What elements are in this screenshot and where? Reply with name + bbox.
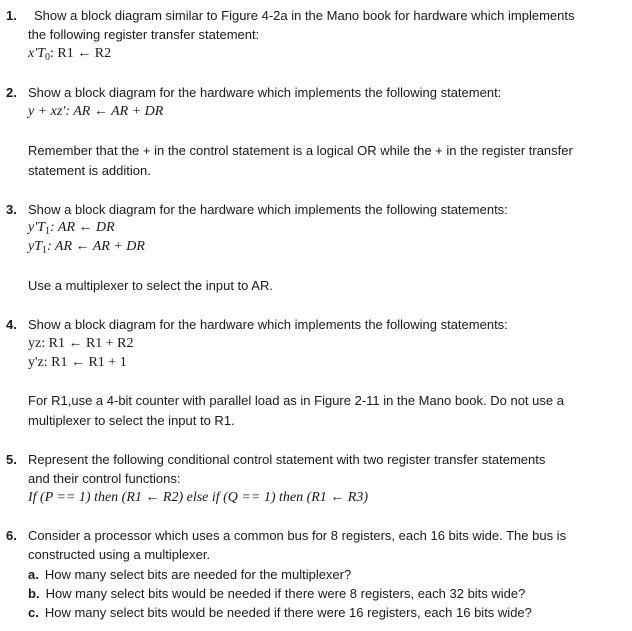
- transfer: : R1 ← R2: [50, 46, 112, 61]
- sub-question-label: c.: [28, 605, 39, 620]
- control-function: y'T: [28, 220, 45, 235]
- sub-question-label: a.: [28, 567, 39, 582]
- question-number: 1.: [6, 8, 17, 23]
- question-text: Represent the following conditional control statement with two register transfer statements: [28, 452, 546, 467]
- question-text: and their control functions:: [28, 471, 181, 486]
- transfer: : AR ← AR + DR: [47, 239, 145, 254]
- note-text: Use a multiplexer to select the input to AR.: [28, 278, 273, 293]
- subscript: 1: [45, 226, 50, 237]
- sub-question-text: How many select bits would be needed if there were 8 registers, each 32 bits wide?: [45, 586, 526, 601]
- sub-question-c: [28, 604, 532, 622]
- question-number: 2.: [6, 85, 17, 100]
- question-text: Consider a processor which uses a common bus for 8 registers, each 16 bits wide. The bus is: [28, 528, 567, 543]
- question-number: 5.: [6, 452, 17, 467]
- question-number: 6.: [6, 528, 17, 543]
- transfer: : AR ← DR: [50, 220, 115, 235]
- register-transfer-statement: y + xz': AR ← AR + DR: [28, 104, 164, 119]
- question-text: Show a block diagram for the hardware which implements the following statements:: [28, 202, 508, 217]
- control-function: yT: [28, 239, 42, 254]
- register-transfer-statement: y'z: R1 ← R1 + 1: [28, 355, 127, 370]
- question-number: 4.: [6, 317, 17, 332]
- sub-question-text: How many select bits would be needed if there were 16 registers, each 16 bits wide?: [44, 605, 532, 620]
- sub-question-label: b.: [28, 586, 40, 601]
- subscript: 1: [42, 245, 47, 256]
- register-transfer-statement: yz: R1 ← R1 + R2: [28, 336, 134, 351]
- register-transfer-statement: [28, 45, 111, 67]
- question-text: Show a block diagram for the hardware which implements the following statement:: [28, 85, 502, 100]
- note-text: multiplexer to select the input to R1.: [28, 413, 235, 428]
- control-function: x'T: [28, 46, 45, 61]
- question-text: constructed using a multiplexer.: [28, 547, 211, 562]
- note-text: For R1,use a 4-bit counter with parallel load as in Figure 2-11 in the Mano book. Do not use a: [28, 393, 564, 408]
- register-transfer-statement: [28, 238, 145, 260]
- question-text: Show a block diagram similar to Figure 4-2a in the Mano book for hardware which implements: [34, 8, 575, 23]
- conditional-control-statement: If (P == 1) then (R1 ← R2) else if (Q == 1) then (R1 ← R3): [28, 490, 369, 505]
- question-text: Show a block diagram for the hardware which implements the following statements:: [28, 317, 508, 332]
- question-text: the following register transfer statement:: [28, 27, 260, 42]
- sub-question-b: [28, 585, 525, 603]
- note-text: statement is addition.: [28, 163, 151, 178]
- question-number: 3.: [6, 202, 17, 217]
- sub-question-a: [28, 566, 351, 584]
- sub-question-text: How many select bits are needed for the multiplexer?: [44, 567, 352, 582]
- subscript: 0: [45, 52, 50, 63]
- note-text: Remember that the + in the control statement is a logical OR while the + in the register transfer: [28, 143, 573, 158]
